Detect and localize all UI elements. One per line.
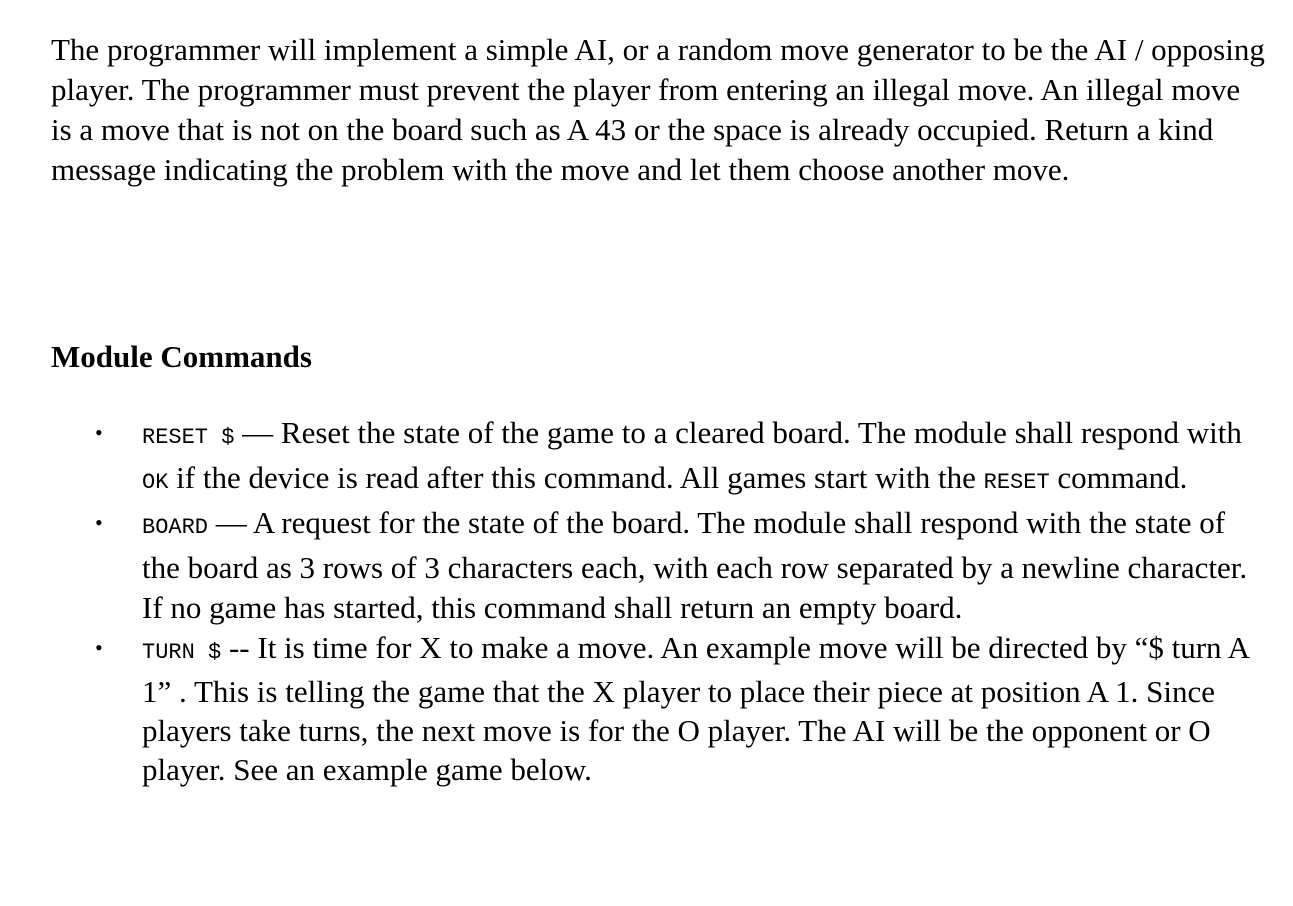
command-item-board <box>51 503 1266 628</box>
command-code: TURN $ <box>142 640 222 665</box>
command-description: A request for the state of the board. The module shall respond with the state of the board as 3 rows of 3 characters each, with each row separated by a newline character. If no game has started, this command shall return an empty board. <box>142 505 1248 625</box>
inline-code-reset: RESET <box>983 470 1050 495</box>
command-code: BOARD <box>142 515 209 540</box>
command-dash: -- <box>221 630 258 665</box>
command-dash: — <box>208 505 253 540</box>
bullet-icon: • <box>95 510 103 535</box>
section-heading: Module Commands <box>51 339 312 374</box>
bullet-icon: • <box>95 635 103 660</box>
bullet-icon: • <box>95 420 103 445</box>
command-code: RESET $ <box>142 425 235 450</box>
command-description: It is time for X to make a move. An example move will be directed by “$ turn A 1” . This is telling the game that the X player to place their piece at position A 1. Since players take turns, the next move is for the O player. The AI will be the opponent or O player. See an example game below. <box>142 630 1249 787</box>
command-description: command. <box>1049 460 1188 495</box>
command-list <box>51 413 1266 789</box>
command-description: Reset the state of the game to a cleared board. The module shall respond with <box>280 415 1242 450</box>
command-item-reset <box>51 413 1266 503</box>
command-description: if the device is read after this command. All games start with the <box>168 460 984 495</box>
command-item-turn <box>51 628 1266 789</box>
command-dash: — <box>234 415 281 450</box>
intro-paragraph: The programmer will implement a simple AI, or a random move generator to be the AI / opposing player. The programmer must prevent the player from entering an illegal move. An illegal move is a move that is not on the board such as A 43 or the space is already occupied. Return a kind message indicating the problem with the move and let them choose another move. <box>51 32 1265 187</box>
inline-code-ok: OK <box>142 470 169 495</box>
document-page <box>51 30 1266 190</box>
